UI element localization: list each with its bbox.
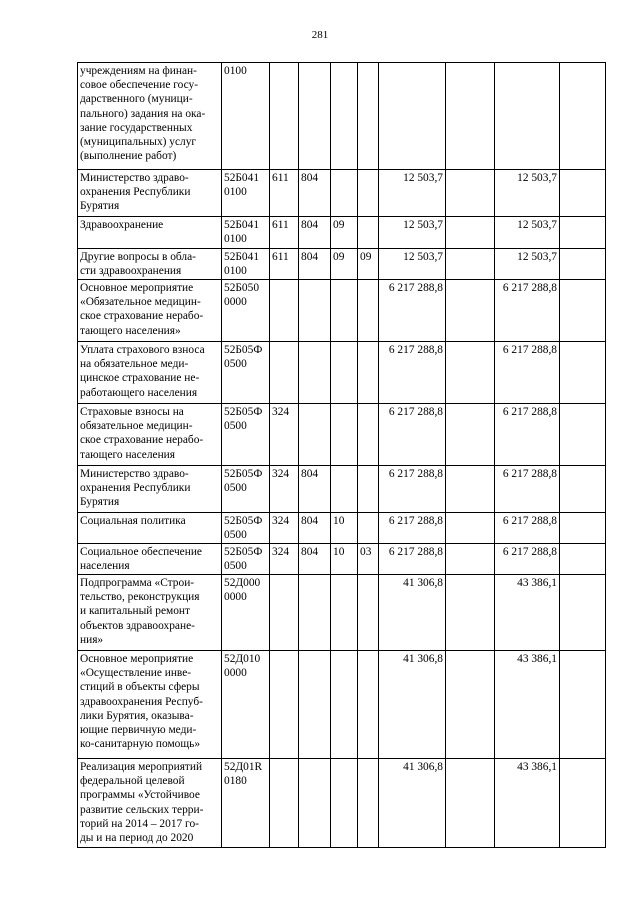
row-vr-cell: 611 <box>270 170 299 217</box>
table-row <box>78 513 606 544</box>
row-sum1-cell: 6 217 288,8 <box>379 404 446 466</box>
row-code-cell: 52Б05Ф 0500 <box>222 544 270 575</box>
row-code-cell: 52Д010 0000 <box>222 651 270 759</box>
row-sum2-cell <box>446 466 495 513</box>
row-pr-cell <box>358 575 379 651</box>
table-row <box>78 544 606 575</box>
row-pr-cell <box>358 759 379 848</box>
row-rz-cell <box>331 651 358 759</box>
table-row <box>78 63 606 170</box>
row-sum3-cell <box>495 63 560 170</box>
row-sum1-cell: 12 503,7 <box>379 170 446 217</box>
row-grbs-cell <box>299 651 331 759</box>
table-row <box>78 170 606 217</box>
row-sum2-cell <box>446 544 495 575</box>
row-sum4-cell <box>560 544 606 575</box>
row-rz-cell <box>331 759 358 848</box>
table-row <box>78 217 606 249</box>
budget-table <box>77 62 606 848</box>
row-sum2-cell <box>446 63 495 170</box>
row-vr-cell <box>270 575 299 651</box>
table-row <box>78 651 606 759</box>
row-name-cell: Социальная политика <box>78 513 222 544</box>
row-pr-cell <box>358 404 379 466</box>
row-vr-cell: 324 <box>270 404 299 466</box>
row-vr-cell: 611 <box>270 249 299 280</box>
row-rz-cell: 09 <box>331 249 358 280</box>
row-grbs-cell: 804 <box>299 544 331 575</box>
row-sum4-cell <box>560 170 606 217</box>
row-sum4-cell <box>560 404 606 466</box>
row-name-cell: Социальное обеспечение населения <box>78 544 222 575</box>
row-sum3-cell: 6 217 288,8 <box>495 513 560 544</box>
row-grbs-cell: 804 <box>299 513 331 544</box>
row-rz-cell <box>331 466 358 513</box>
row-name-cell: Министерство здраво- охранения Республики Бурятия <box>78 466 222 513</box>
row-sum2-cell <box>446 575 495 651</box>
row-sum1-cell: 12 503,7 <box>379 249 446 280</box>
row-sum2-cell <box>446 217 495 249</box>
row-rz-cell: 10 <box>331 513 358 544</box>
row-grbs-cell <box>299 404 331 466</box>
row-rz-cell <box>331 63 358 170</box>
row-sum4-cell <box>560 63 606 170</box>
row-pr-cell <box>358 280 379 342</box>
row-pr-cell <box>358 170 379 217</box>
row-sum1-cell: 6 217 288,8 <box>379 513 446 544</box>
table-row <box>78 466 606 513</box>
row-sum4-cell <box>560 342 606 404</box>
row-code-cell: 52Б050 0000 <box>222 280 270 342</box>
row-grbs-cell <box>299 63 331 170</box>
row-name-cell: Основное мероприятие «Обязательное медицин- ское страхование нерабо- тающего населения» <box>78 280 222 342</box>
row-vr-cell <box>270 280 299 342</box>
row-sum3-cell: 12 503,7 <box>495 170 560 217</box>
row-code-cell: 52Д01R 0180 <box>222 759 270 848</box>
row-sum2-cell <box>446 651 495 759</box>
row-vr-cell: 611 <box>270 217 299 249</box>
row-grbs-cell: 804 <box>299 170 331 217</box>
row-sum4-cell <box>560 651 606 759</box>
row-sum4-cell <box>560 280 606 342</box>
row-code-cell: 52Б05Ф 0500 <box>222 342 270 404</box>
row-sum3-cell: 43 386,1 <box>495 759 560 848</box>
row-code-cell: 0100 <box>222 63 270 170</box>
row-name-cell: Страховые взносы на обязательное медицин- ское страхование нерабо- тающего населения <box>78 404 222 466</box>
row-pr-cell <box>358 651 379 759</box>
row-sum3-cell: 6 217 288,8 <box>495 342 560 404</box>
row-code-cell: 52Б05Ф 0500 <box>222 404 270 466</box>
row-vr-cell: 324 <box>270 513 299 544</box>
table-row <box>78 280 606 342</box>
row-sum3-cell: 6 217 288,8 <box>495 466 560 513</box>
table-row <box>78 342 606 404</box>
row-sum2-cell <box>446 249 495 280</box>
row-grbs-cell: 804 <box>299 217 331 249</box>
row-code-cell: 52Б05Ф 0500 <box>222 513 270 544</box>
row-pr-cell <box>358 342 379 404</box>
row-sum1-cell: 12 503,7 <box>379 217 446 249</box>
row-name-cell: Другие вопросы в обла- сти здравоохранения <box>78 249 222 280</box>
table-row <box>78 249 606 280</box>
row-name-cell: Министерство здраво- охранения Республики Бурятия <box>78 170 222 217</box>
row-pr-cell: 09 <box>358 249 379 280</box>
row-sum4-cell <box>560 249 606 280</box>
page-number: 281 <box>311 29 329 41</box>
row-sum3-cell: 43 386,1 <box>495 651 560 759</box>
row-sum4-cell <box>560 466 606 513</box>
row-rz-cell <box>331 170 358 217</box>
row-name-cell: Уплата страхового взноса на обязательное меди- цинское страхование не- работающего населения <box>78 342 222 404</box>
row-sum3-cell: 6 217 288,8 <box>495 280 560 342</box>
row-sum3-cell: 12 503,7 <box>495 217 560 249</box>
row-sum3-cell: 6 217 288,8 <box>495 544 560 575</box>
row-name-cell: учреждениям на финан- совое обеспечение госу- дарственного (муници- пального) задания на ока- зание государственных (муниципальных) услуг (выполнение работ) <box>78 63 222 170</box>
row-grbs-cell: 804 <box>299 466 331 513</box>
row-sum3-cell: 6 217 288,8 <box>495 404 560 466</box>
row-grbs-cell <box>299 280 331 342</box>
row-code-cell: 52Б05Ф 0500 <box>222 466 270 513</box>
row-grbs-cell: 804 <box>299 249 331 280</box>
table-row <box>78 759 606 848</box>
row-sum4-cell <box>560 513 606 544</box>
row-sum2-cell <box>446 280 495 342</box>
row-name-cell: Основное мероприятие «Осуществление инве- стиций в объекты сферы здравоохранения Респуб- лики Бурятия, оказыва- ющие первичную меди- ко-санитарную помощь» <box>78 651 222 759</box>
row-sum4-cell <box>560 575 606 651</box>
row-sum1-cell: 41 306,8 <box>379 575 446 651</box>
row-rz-cell <box>331 575 358 651</box>
row-code-cell: 52Б041 0100 <box>222 217 270 249</box>
row-vr-cell <box>270 651 299 759</box>
row-sum1-cell: 41 306,8 <box>379 651 446 759</box>
row-sum3-cell: 43 386,1 <box>495 575 560 651</box>
table-body <box>78 63 606 848</box>
row-sum1-cell: 6 217 288,8 <box>379 544 446 575</box>
row-pr-cell: 03 <box>358 544 379 575</box>
row-vr-cell: 324 <box>270 544 299 575</box>
row-sum2-cell <box>446 170 495 217</box>
row-rz-cell: 10 <box>331 544 358 575</box>
row-code-cell: 52Б041 0100 <box>222 170 270 217</box>
row-pr-cell <box>358 466 379 513</box>
row-grbs-cell <box>299 759 331 848</box>
row-vr-cell: 324 <box>270 466 299 513</box>
row-rz-cell: 09 <box>331 217 358 249</box>
row-vr-cell <box>270 63 299 170</box>
row-pr-cell <box>358 217 379 249</box>
row-vr-cell <box>270 342 299 404</box>
row-code-cell: 52Б041 0100 <box>222 249 270 280</box>
row-grbs-cell <box>299 575 331 651</box>
row-sum1-cell: 41 306,8 <box>379 759 446 848</box>
row-rz-cell <box>331 342 358 404</box>
row-name-cell: Реализация мероприятий федеральной целевой программы «Устойчивое развитие сельских терри- торий на 2014 – 2017 го- ды и на период до 2020 <box>78 759 222 848</box>
row-grbs-cell <box>299 342 331 404</box>
row-sum2-cell <box>446 759 495 848</box>
table-row <box>78 404 606 466</box>
row-sum1-cell: 6 217 288,8 <box>379 280 446 342</box>
row-code-cell: 52Д000 0000 <box>222 575 270 651</box>
row-sum2-cell <box>446 342 495 404</box>
row-vr-cell <box>270 759 299 848</box>
row-pr-cell <box>358 63 379 170</box>
row-sum4-cell <box>560 759 606 848</box>
row-rz-cell <box>331 280 358 342</box>
row-sum1-cell: 6 217 288,8 <box>379 342 446 404</box>
row-rz-cell <box>331 404 358 466</box>
row-sum2-cell <box>446 513 495 544</box>
row-sum3-cell: 12 503,7 <box>495 249 560 280</box>
row-name-cell: Здравоохранение <box>78 217 222 249</box>
row-sum1-cell: 6 217 288,8 <box>379 466 446 513</box>
table-row <box>78 575 606 651</box>
row-sum1-cell <box>379 63 446 170</box>
row-name-cell: Подпрограмма «Строи- тельство, реконструкция и капитальный ремонт объектов здравоохране- ния» <box>78 575 222 651</box>
row-pr-cell <box>358 513 379 544</box>
row-sum2-cell <box>446 404 495 466</box>
row-sum4-cell <box>560 217 606 249</box>
